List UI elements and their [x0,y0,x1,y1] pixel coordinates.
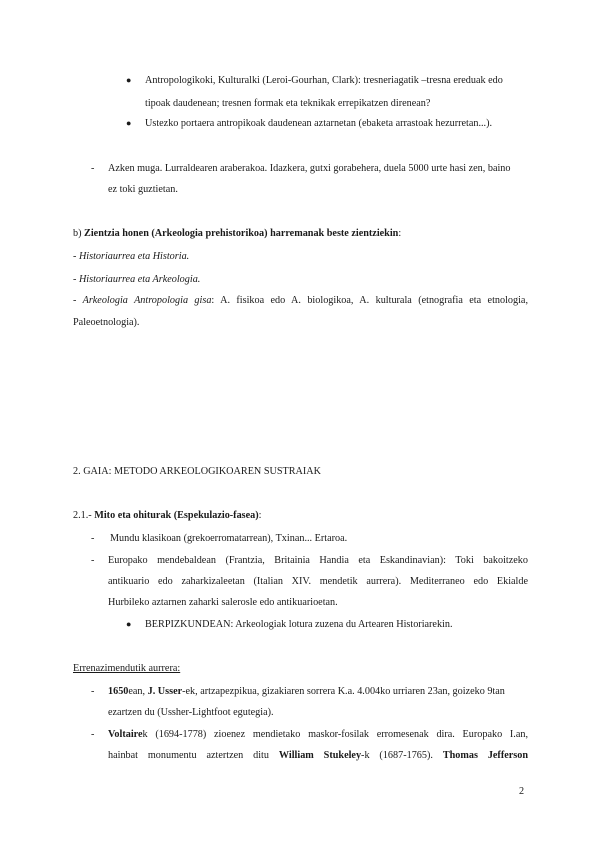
dash-marker: - [91,686,95,697]
section-2-1-item-2-line-3: Hurbileko aztarnen zaharki salerosle edo antikuarioetan. [108,597,338,608]
chapter-title: 2. GAIA: METODO ARKEOLOGIKOAREN SUSTRAIAK [73,466,321,477]
section-b-item-1: - Historiaurrea eta Historia. [73,251,190,262]
bullet-1-line-2: tipoak daudenean; tresnen formak eta teknikak errepikatzen direnean? [145,98,431,109]
dash-item-line-2: ez toki guztietan. [108,184,178,195]
dash-marker: - [91,555,95,566]
section-b-item-2: - Historiaurrea eta Arkeologia. [73,274,201,285]
section-b-item-3: - Arkeologia Antropologia gisa: A. fisikoa edo A. biologikoa, A. kulturala (etnografia eta etnologia, [73,295,529,306]
renaissance-item-2-line-2: hainbat monumentu aztertzen ditu William Stukeley-k (1687-1765). Thomas Jefferson [108,750,528,761]
bullet-1-line-1: Antropologikoki, Kulturalki (Leroi-Gourhan, Clark): tresneriagatik –tresna ereduak edo [145,75,503,86]
renaissance-item-2-line-1: Voltairek (1694-1778) zioenez mendietako maskor-fosilak erromesenak dira. Europako I.an, [108,729,528,740]
bullet-dot-icon: ● [126,619,132,629]
section-2-1-item-2-line-1: Europako mendebaldean (Frantzia, Britainia Handia eta Eskandinavian): Toki bakoitzeko [108,555,528,566]
section-2-1-item-1: Mundu klasikoan (grekoerromatarrean), Txinan... Ertaroa. [110,533,348,544]
section-2-1-item-2-line-2: antikuario edo zaharkizaleetan (Italian XIV. mendetik aurrera). Mediterraneo edo Ekialde [108,576,528,587]
renaissance-heading: Errenazimendutik aurrera: [73,663,181,674]
bullet-dot-icon: ● [126,75,132,85]
dash-marker: - [91,533,95,544]
renaissance-item-1-line-1: 1650ean, J. Usser-ek, artzapezpikua, gizakiaren sorrera K.a. 4.004ko urriaren 23an, goizeko 9tan [108,686,505,697]
dash-marker: - [91,729,95,740]
section-2-1-bullet: BERPIZKUNDEAN: Arkeologiak lotura zuzena du Artearen Historiarekin. [145,619,453,630]
renaissance-item-1-line-2: ezartzen du (Ussher-Lightfoot egutegia). [108,707,274,718]
dash-item-line-1: Azken muga. Lurraldearen araberakoa. Idazkera, gutxi gorabehera, duela 5000 urte hasi zen, baino [108,163,511,174]
bullet-dot-icon: ● [126,118,132,128]
section-b-item-3-line-2: Paleoetnologia). [73,317,140,328]
dash-marker: - [91,163,95,174]
bullet-2: Ustezko portaera antropikoak daudenean aztarnetan (ebaketa arrastoak hezurretan...). [145,118,493,129]
section-2-1-heading: 2.1.- Mito eta ohiturak (Espekulazio-fasea): [73,510,262,521]
page-number: 2 [519,786,525,797]
section-b-heading: b) Zientzia honen (Arkeologia prehistorikoa) harremanak beste zientziekin: [73,228,402,239]
